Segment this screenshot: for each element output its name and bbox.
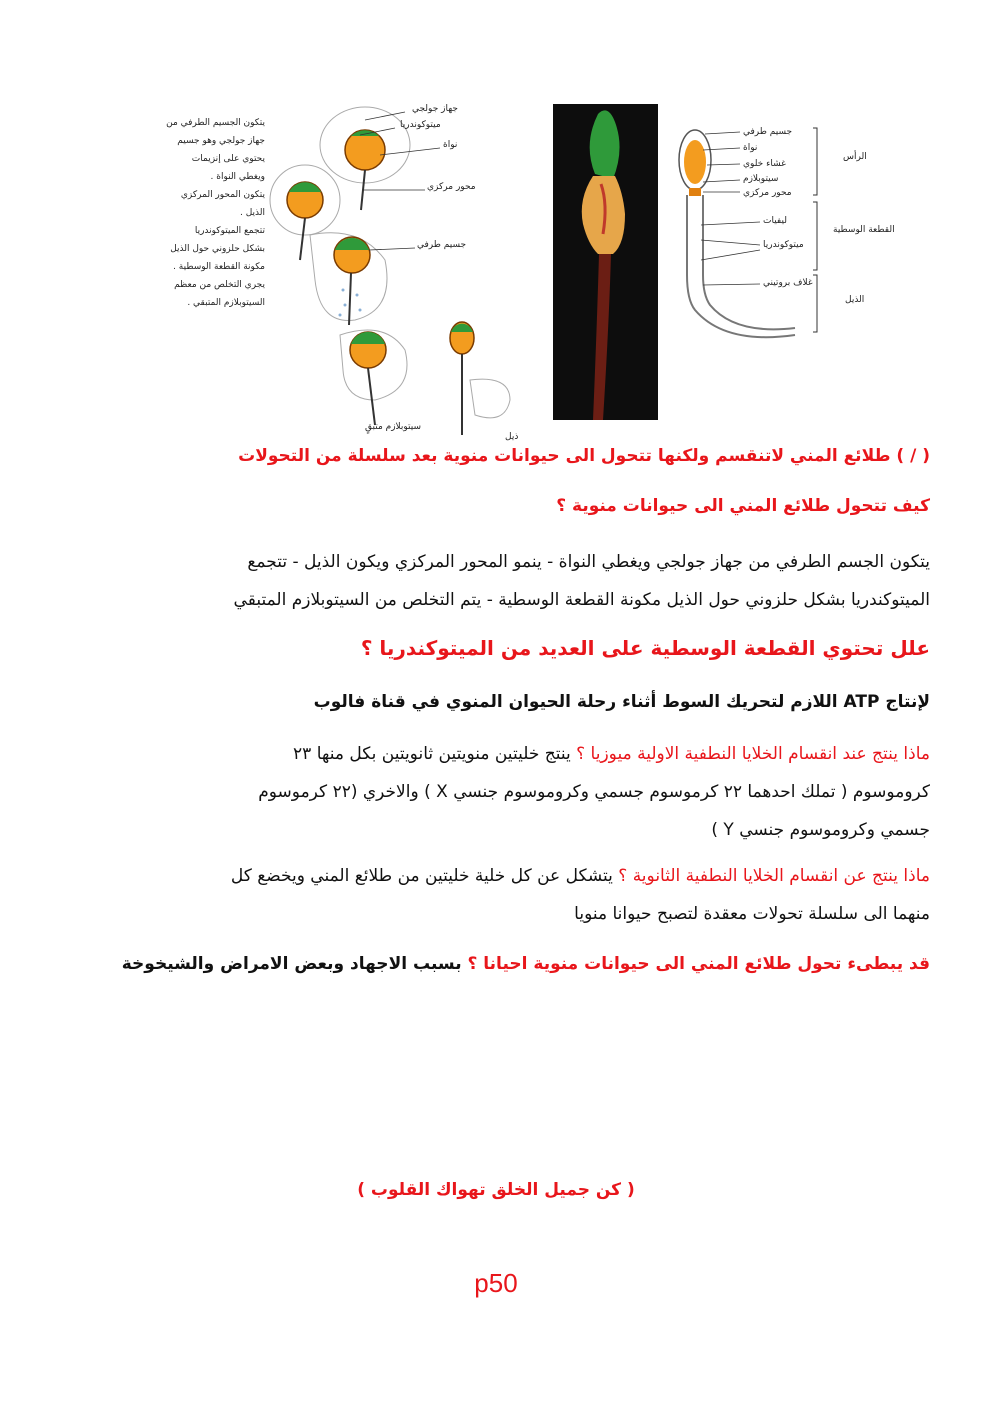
answer-2: لإنتاج ATP اللازم لتحريك السوط أثناء رحلة الحيوان المنوي في قناة فالوب: [313, 692, 930, 712]
question-1: كيف تتحول طلائع المني الى حيوانات منوية ؟: [556, 496, 930, 516]
note-line: يتكون الجسيم الطرفي من: [166, 118, 265, 128]
label-axis: محور مركزي: [427, 182, 476, 192]
rlabel-cytoplasm: سيتوبلازم: [743, 174, 779, 184]
label-cytoplasm: سيتوبلازم متبقٍ: [365, 422, 422, 432]
note-line: بشكل حلزوني حول الذيل: [170, 244, 265, 254]
answer-4-line-2: منهما الى سلسلة تحولات معقدة لتصبح حيوانا منويا: [574, 904, 930, 924]
mature-sperm-drawing: [665, 110, 895, 360]
note-line: جهاز جولجي وهو جسيم: [177, 136, 265, 146]
rlabel-tail: الذيل: [845, 295, 865, 305]
sperm-micrograph-drawing: [553, 104, 658, 420]
label-mitochondria: ميتوكوندريا: [400, 120, 441, 130]
spermatid-stages-drawing: [265, 100, 535, 440]
note-line: السيتوبلازم المتبقي .: [187, 298, 265, 308]
note-line: مكونة القطعة الوسطية .: [173, 262, 265, 272]
answer-1-line-1: يتكون الجسم الطرفي من جهاز جولجي ويغطي النواة - ينمو المحور المركزي ويكون الذيل - تتجمع: [247, 552, 930, 572]
question-5-row: [50, 954, 930, 974]
note-line: تتجمع الميتوكوندريا: [194, 226, 265, 236]
diagram-notes: [95, 114, 265, 312]
note-line: ويغطي النواة .: [210, 172, 265, 182]
question-4: ماذا ينتج عن انقسام الخلايا النطفية الثانوية ؟: [618, 866, 930, 886]
note-line: يحتوي على إنزيمات: [191, 154, 265, 164]
rlabel-mitochondria: ميتوكوندريا: [763, 240, 804, 250]
note-line: الذيل .: [239, 208, 265, 218]
label-acrosome: جسيم طرفي: [417, 240, 467, 250]
label-golgi: جهاز جولجي: [412, 104, 458, 114]
question-2: علل تحتوي القطعة الوسطية على العديد من الميتوكندريا ؟: [360, 636, 930, 660]
question-5: قد يبطىء تحول طلائع المني الى حيوانات منوية احيانا ؟: [467, 954, 930, 974]
rlabel-axis: محور مركزي: [743, 188, 792, 198]
page-number: p50: [474, 1268, 518, 1298]
answer-4-line-1: يتشكل عن كل خلية خليتين من طلائع المني ويخضع كل: [230, 866, 613, 886]
answer-3-line-3: جسمي وكروموسوم جنسي Y ): [711, 820, 930, 840]
answer-5: بسبب الاجهاد وبعض الامراض والشيخوخة: [121, 954, 462, 974]
label-nucleus: نواة: [443, 140, 458, 150]
mature-sperm-diagram: [665, 110, 895, 360]
rlabel-head: الرأس: [843, 152, 867, 162]
note-line: يتكون المحور المركزي: [180, 190, 265, 200]
rlabel-membrane: غشاء خلوي: [743, 159, 786, 169]
label-tail: ذيل: [505, 432, 519, 442]
question-3: ماذا ينتج عند انقسام الخلايا النطفية الاولية ميوزيا ؟: [576, 744, 930, 764]
spermiogenesis-diagram: [95, 100, 535, 440]
sperm-micrograph: [553, 104, 658, 420]
note-line: يجري التخلص من معظم: [174, 280, 265, 290]
question-3-row: [60, 740, 930, 768]
rlabel-fibers: ليفيات: [763, 216, 787, 226]
answer-3-line-1: ينتج خليتين منويتين ثانويتين بكل منها ٢٣: [293, 744, 571, 764]
answer-3-line-2: كروموسوم ( تملك احدهما ٢٢ كرموسوم جسمي وكروموسوم جنسي X ) والاخري (٢٢ كرموسوم: [258, 782, 930, 802]
rlabel-acrosome: جسيم طرفي: [743, 127, 793, 137]
answer-1-line-2: الميتوكندريا بشكل حلزوني حول الذيل مكونة القطعة الوسطية - يتم التخلص من السيتوبلازم المتبقي: [233, 590, 930, 610]
statement-line: ( / ) طلائع المني لاتنقسم ولكنها تتحول الى حيوانات منوية بعد سلسلة من التحولات: [238, 446, 930, 466]
question-4-row: [60, 862, 930, 890]
motto: ( كن جميل الخلق تهواك القلوب ): [357, 1180, 635, 1200]
rlabel-nucleus: نواة: [743, 143, 758, 153]
rlabel-sheath: غلاف بروتيني: [763, 278, 813, 288]
rlabel-middle-piece: القطعة الوسطية: [833, 225, 895, 235]
